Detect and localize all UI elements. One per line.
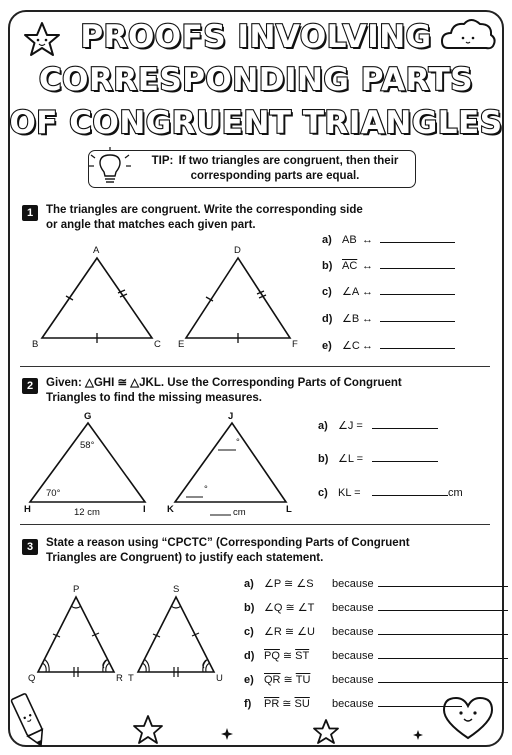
because-label: because [332,674,374,686]
vertex-label-l: L [286,504,292,515]
because-label: because [332,626,374,638]
correspondence-arrow: ↔ [362,234,373,246]
answer-row [244,624,508,639]
question-number-2: 2 [22,378,38,394]
answer-blank[interactable] [378,696,462,707]
vertex-label-c: C [154,339,161,350]
answer-blank[interactable] [378,624,508,635]
congruence-statement [264,649,332,663]
angle-j-degree: ° [236,437,240,448]
title-line-1: PROOFS INVOLVING [80,19,432,55]
answer-row [244,576,508,591]
congruent-symbol: ≅ [282,698,292,710]
because-label: because [332,578,374,590]
given-part: $\overline{AC}$ [342,260,358,272]
because-label: because [332,698,374,710]
tip-line-1: If two triangles are congruent, then their [178,155,399,167]
correspondence-arrow: ↔ [362,260,373,272]
triangle-pqr [28,584,123,684]
question-1-line-1: The triangles are congruent. Write the corresponding side [46,204,363,216]
correspondence-arrow: ↔ [362,313,373,325]
answer-row [244,696,462,711]
side-hi-label: 12 cm [74,507,100,518]
triangle-stu [128,584,223,684]
answer-row [244,648,508,663]
vertex-label-r: R [116,673,123,684]
congruence-statement: ∠P ≅ ∠S [264,578,314,590]
segment-left: $\overline{PR}$ [264,698,280,710]
item-letter: f) [244,698,252,710]
segment-left: $\overline{PQ}$ [264,650,280,662]
vertex-label-p: P [73,584,80,595]
angle-g-label: 58° [80,440,95,451]
given-part: AB [342,234,357,246]
item-letter: e) [322,340,332,352]
segment-left: $\overline{QR}$ [264,674,281,686]
side-kl-unit: cm [233,507,246,518]
answer-row [244,600,508,615]
item-letter: c) [322,286,332,298]
congruence-statement [264,673,332,687]
item-letter: b) [322,260,333,272]
correspondence-arrow: ↔ [362,340,373,352]
vertex-label-h: H [24,504,31,515]
title-line-2: CORRESPONDING PARTS [38,62,474,98]
item-letter: d) [322,313,333,325]
vertex-label-a: A [93,245,100,256]
because-label: because [332,650,374,662]
vertex-label-g: G [84,411,92,422]
given-part: ∠A [342,286,360,298]
vertex-label-k: K [167,504,174,515]
question-3-line-1: State a reason using “CPCTC” (Corresponding Parts of Congruent [46,537,410,549]
answer-blank[interactable] [378,672,508,683]
angle-h-label: 70° [46,488,61,499]
vertex-label-d: D [234,245,241,256]
given-part: ∠B [342,313,360,325]
measure-label: KL = [338,487,361,499]
question-2-line-2: Triangles to find the missing measures. [46,392,263,404]
item-letter: a) [244,578,254,590]
vertex-label-i: I [143,504,146,515]
vertex-label-j: J [228,411,234,422]
segment-right: $\overline{SU}$ [294,698,310,710]
congruent-symbol: ≅ [282,650,293,662]
answer-blank[interactable] [378,648,508,659]
item-letter: e) [244,674,254,686]
question-3-line-2: Triangles are Congruent) to justify each statement. [46,552,324,564]
vertex-label-s: S [173,584,180,595]
congruent-symbol: ≅ [283,674,293,686]
congruence-statement: ∠Q ≅ ∠T [264,602,315,614]
vertex-label-b: B [32,339,39,350]
tip-label: TIP: [151,155,174,167]
given-part: ∠C [342,340,360,352]
measure-label: ∠L = [338,453,364,465]
answer-blank[interactable] [378,576,508,587]
vertex-label-q: Q [28,673,36,684]
item-letter: a) [322,234,332,246]
vertex-label-t: T [128,673,134,684]
congruence-statement: ∠R ≅ ∠U [264,626,315,638]
question-number-3: 3 [22,539,38,555]
segment-right: $\overline{TU}$ [295,674,311,686]
question-2-line-1: Given: △GHI ≅ △JKL. Use the Corresponding Parts of Congruent [46,377,402,389]
vertex-label-u: U [216,673,223,684]
question-number-1: 1 [22,205,38,221]
item-letter: c) [318,487,328,499]
answer-row [244,672,508,687]
congruence-statement [264,697,332,711]
tip-line-2: corresponding parts are equal. [190,170,360,182]
title-line-3: OF CONGRUENT TRIANGLES [9,105,503,141]
segment-right: $\overline{ST}$ [295,650,310,662]
vertex-label-f: F [292,339,298,350]
measure-label: ∠J = [338,420,363,432]
item-letter: c) [244,626,254,638]
because-label: because [332,602,374,614]
vertex-label-e: E [178,339,185,350]
item-letter: b) [318,453,329,465]
unit-label: cm [448,487,463,499]
answer-blank[interactable] [378,600,508,611]
item-letter: d) [244,650,255,662]
question-1-line-2: or angle that matches each given part. [46,219,256,231]
item-letter: a) [318,420,328,432]
angle-k-degree: ° [204,484,208,495]
correspondence-arrow: ↔ [362,286,373,298]
item-letter: b) [244,602,255,614]
